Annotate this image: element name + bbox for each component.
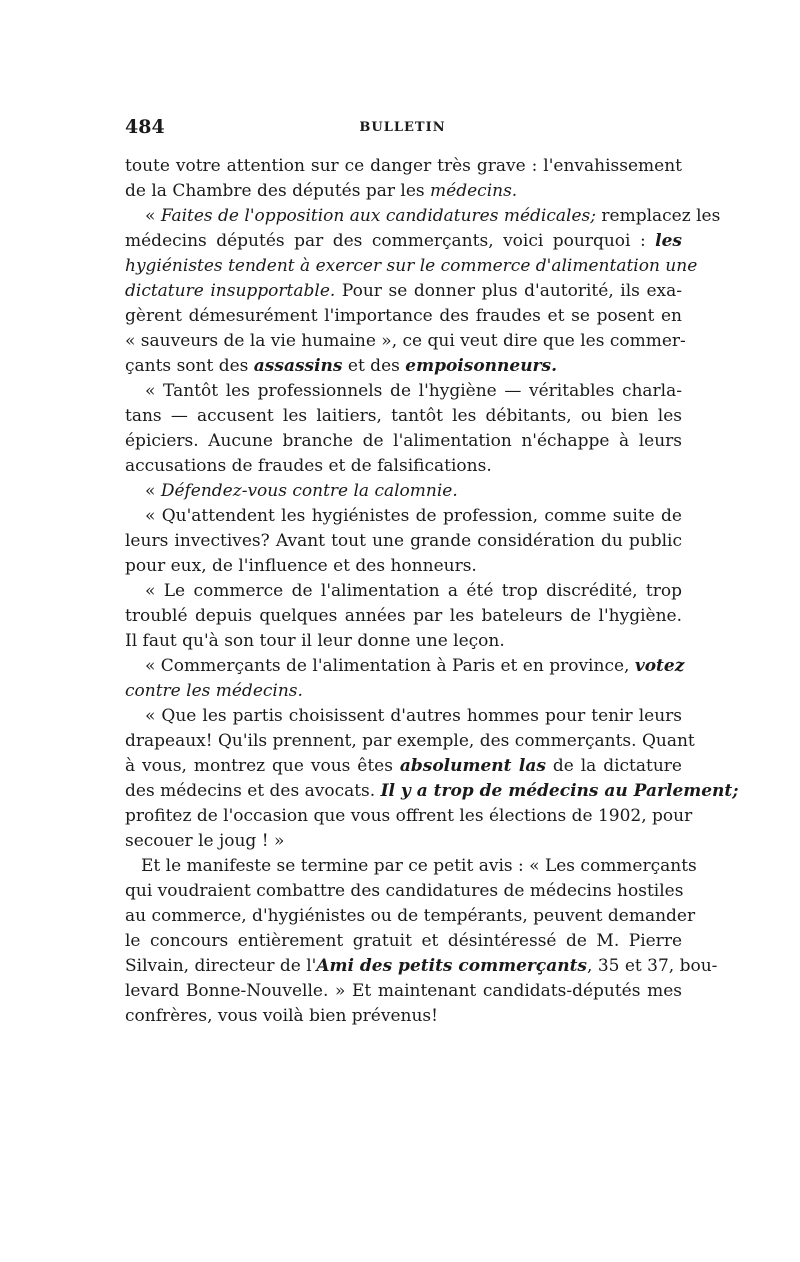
text-segment: Pour se donner plus d'autorité, ils exa- bbox=[335, 281, 682, 301]
text-segment: Ami des petits commerçants bbox=[316, 956, 588, 976]
text-segment: hygiénistes tendent à exercer sur le commerce d'alimentation une bbox=[125, 256, 698, 276]
text-segment: votez bbox=[634, 656, 685, 676]
text-line bbox=[125, 1004, 682, 1029]
text-segment: des médecins et des avocats. bbox=[125, 781, 381, 801]
text-segment: tans — accusent les laitiers, tantôt les débitants, ou bien les bbox=[125, 406, 682, 426]
text-segment: Et le manifeste se termine par ce petit avis : « Les commerçants bbox=[141, 856, 697, 876]
text-segment: Faites de l'opposition aux candidatures médicales; bbox=[160, 206, 596, 226]
text-line bbox=[125, 204, 721, 229]
text-segment: confrères, vous voilà bien prévenus! bbox=[125, 1006, 438, 1026]
text-segment: Silvain, directeur de l' bbox=[125, 956, 317, 976]
text-line bbox=[125, 329, 686, 354]
text-line bbox=[125, 879, 682, 904]
text-segment: gèrent démesurément l'importance des fraudes et se posent en bbox=[125, 306, 682, 326]
text-segment: « sauveurs de la vie humaine », ce qui veut dire que les commer- bbox=[125, 331, 686, 351]
text-segment: leurs invectives? Avant tout une grande considération du public bbox=[125, 531, 682, 551]
text-segment: de la dictature bbox=[545, 756, 682, 776]
text-segment: çants sont des bbox=[125, 356, 254, 376]
text-segment: « bbox=[145, 206, 161, 226]
text-segment: drapeaux! Qu'ils prennent, par exemple, des commerçants. Quant bbox=[125, 731, 695, 751]
text-line bbox=[125, 629, 682, 654]
text-segment: contre les médecins. bbox=[125, 681, 303, 701]
text-line bbox=[125, 354, 682, 379]
text-line bbox=[125, 929, 682, 954]
text-line bbox=[125, 479, 682, 504]
text-line bbox=[125, 554, 682, 579]
text-segment: levard Bonne-Nouvelle. » Et maintenant candidats-députés mes bbox=[125, 981, 682, 1001]
text-segment: assassins bbox=[253, 356, 343, 376]
text-segment: « bbox=[145, 481, 161, 501]
text-segment: les bbox=[655, 231, 682, 251]
text-line bbox=[125, 254, 698, 279]
text-segment: « Commerçants de l'alimentation à Paris et en province, bbox=[145, 656, 635, 676]
text-segment: qui voudraient combattre des candidatures de médecins hostiles bbox=[125, 881, 684, 901]
text-segment: secouer le joug ! » bbox=[125, 831, 285, 851]
text-segment: le concours entièrement gratuit et désintéressé de M. Pierre bbox=[125, 931, 682, 951]
text-line bbox=[125, 404, 682, 429]
text-segment: « Qu'attendent les hygiénistes de profession, comme suite de bbox=[145, 506, 682, 526]
page-number: 484 bbox=[125, 116, 165, 138]
text-segment: dictature insupportable. bbox=[125, 281, 336, 301]
text-segment: « Que les partis choisissent d'autres hommes pour tenir leurs bbox=[145, 706, 682, 726]
text-line bbox=[125, 804, 693, 829]
text-segment: Il faut qu'à son tour il leur donne une leçon. bbox=[125, 631, 505, 651]
text-line bbox=[125, 754, 682, 779]
text-segment: Il y a trop de médecins au Parlement; bbox=[380, 781, 739, 801]
text-segment: absolument las bbox=[399, 756, 546, 776]
text-line bbox=[125, 729, 695, 754]
text-segment: médecins. bbox=[430, 181, 518, 201]
text-line bbox=[125, 704, 682, 729]
text-segment: au commerce, d'hygiénistes ou de tempérants, peuvent demander bbox=[125, 906, 696, 926]
text-line bbox=[125, 229, 682, 254]
running-title: BULLETIN bbox=[359, 120, 446, 135]
text-segment: « Tantôt les professionnels de l'hygiène — véritables charla- bbox=[145, 381, 682, 401]
text-line bbox=[125, 954, 718, 979]
text-segment: à vous, montrez que vous êtes bbox=[125, 756, 400, 776]
text-segment: empoisonneurs. bbox=[405, 356, 558, 376]
text-line bbox=[125, 854, 697, 879]
text-segment: et des bbox=[342, 356, 406, 376]
text-line bbox=[125, 654, 685, 679]
text-segment: pour eux, de l'influence et des honneurs. bbox=[125, 556, 477, 576]
text-line bbox=[125, 179, 682, 204]
text-line bbox=[125, 379, 682, 404]
text-line bbox=[125, 304, 682, 329]
text-line bbox=[125, 904, 696, 929]
text-segment: remplacez les bbox=[595, 206, 721, 226]
text-segment: Défendez-vous contre la calomnie. bbox=[160, 481, 458, 501]
text-line bbox=[125, 454, 682, 479]
text-line bbox=[125, 279, 682, 304]
text-segment: troublé depuis quelques années par les bateleurs de l'hygiène. bbox=[125, 606, 682, 626]
text-segment: profitez de l'occasion que vous offrent les élections de 1902, pour bbox=[125, 806, 693, 826]
text-line bbox=[125, 429, 682, 454]
text-line bbox=[125, 604, 682, 629]
text-line bbox=[125, 829, 682, 854]
text-line bbox=[125, 504, 682, 529]
text-line bbox=[125, 779, 739, 804]
text-line bbox=[125, 679, 682, 704]
text-segment: médecins députés par des commerçants, voici pourquoi : bbox=[125, 231, 656, 251]
text-line bbox=[125, 154, 682, 179]
text-segment: « Le commerce de l'alimentation a été trop discrédité, trop bbox=[145, 581, 682, 601]
text-segment: de la Chambre des députés par les bbox=[125, 181, 431, 201]
body-text bbox=[125, 154, 739, 1029]
text-segment: épiciers. Aucune branche de l'alimentation n'échappe à leurs bbox=[125, 431, 682, 451]
text-segment: accusations de fraudes et de falsifications. bbox=[125, 456, 492, 476]
text-line bbox=[125, 979, 682, 1004]
text-segment: , 35 et 37, bou- bbox=[587, 956, 718, 976]
page-header bbox=[125, 116, 680, 140]
text-line bbox=[125, 529, 682, 554]
text-line bbox=[125, 579, 682, 604]
text-segment: toute votre attention sur ce danger très grave : l'envahissement bbox=[125, 156, 682, 176]
